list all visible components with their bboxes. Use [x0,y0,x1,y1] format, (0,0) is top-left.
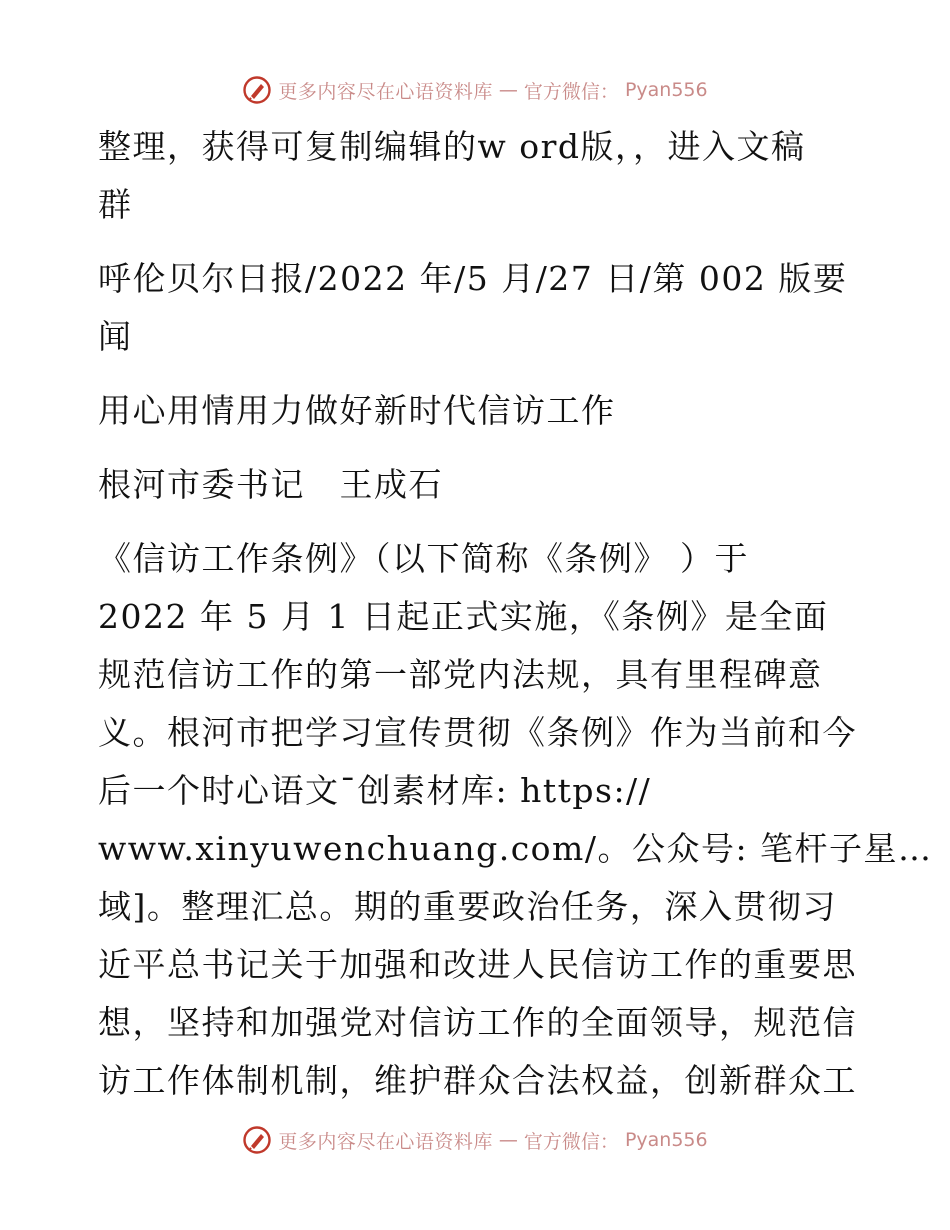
article-title: 用心用情用力做好新时代信访工作 [98,391,616,430]
watermark-site-text: 更多内容尽在心语资料库 [278,1130,493,1153]
watermark-wechat-label: 官方微信： [523,80,619,103]
body-line: 2022 年 5 月 1 日起正式实施，《条例》是全面 [98,597,829,636]
body-line: 《信访工作条例》（以下简称《条例》 ）于 [98,539,749,578]
body-line: www.xinyuwenchuang.com/。公众号: 笔杆子星… [98,829,933,868]
watermark-dash: — [498,1129,518,1151]
body-line: 义。根河市把学习宣传贯彻《条例》作为当前和今 [98,713,857,752]
pen-logo-icon [242,1125,272,1155]
body-line: 后一个时心语文¯创素材库: https:// [98,771,652,810]
pen-logo-icon [242,75,272,105]
body-line: 访工作体制机制，维护群众合法权益，创新群众工 [98,1061,857,1100]
body-line: 域]。整理汇总。期的重要政治任务，深入贯彻习 [98,887,837,926]
intro-line-1: 整理，获得可复制编辑的w ord版，，进入文稿 [98,127,806,166]
watermark-wechat-id: Pyan556 [624,79,708,101]
watermark-wechat-id: Pyan556 [624,1129,708,1151]
footer-watermark [0,1120,950,1160]
intro-line-2: 群 [98,185,133,224]
document-body [98,118,933,1110]
article-author: 根河市委书记 王成石 [98,465,443,504]
body-line: 想，坚持和加强党对信访工作的全面领导，规范信 [98,1003,857,1042]
watermark-wechat-label: 官方微信： [523,1130,619,1153]
source-line-2: 闻 [98,317,133,356]
body-line: 近平总书记关于加强和改进人民信访工作的重要思 [98,945,857,984]
source-line-1: 呼伦贝尔日报/2022 年/5 月/27 日/第 002 版要 [98,259,848,298]
watermark-site-text: 更多内容尽在心语资料库 [278,80,493,103]
body-line: 规范信访工作的第一部党内法规，具有里程碑意 [98,655,823,694]
header-watermark [0,70,950,110]
watermark-dash: — [498,79,518,101]
